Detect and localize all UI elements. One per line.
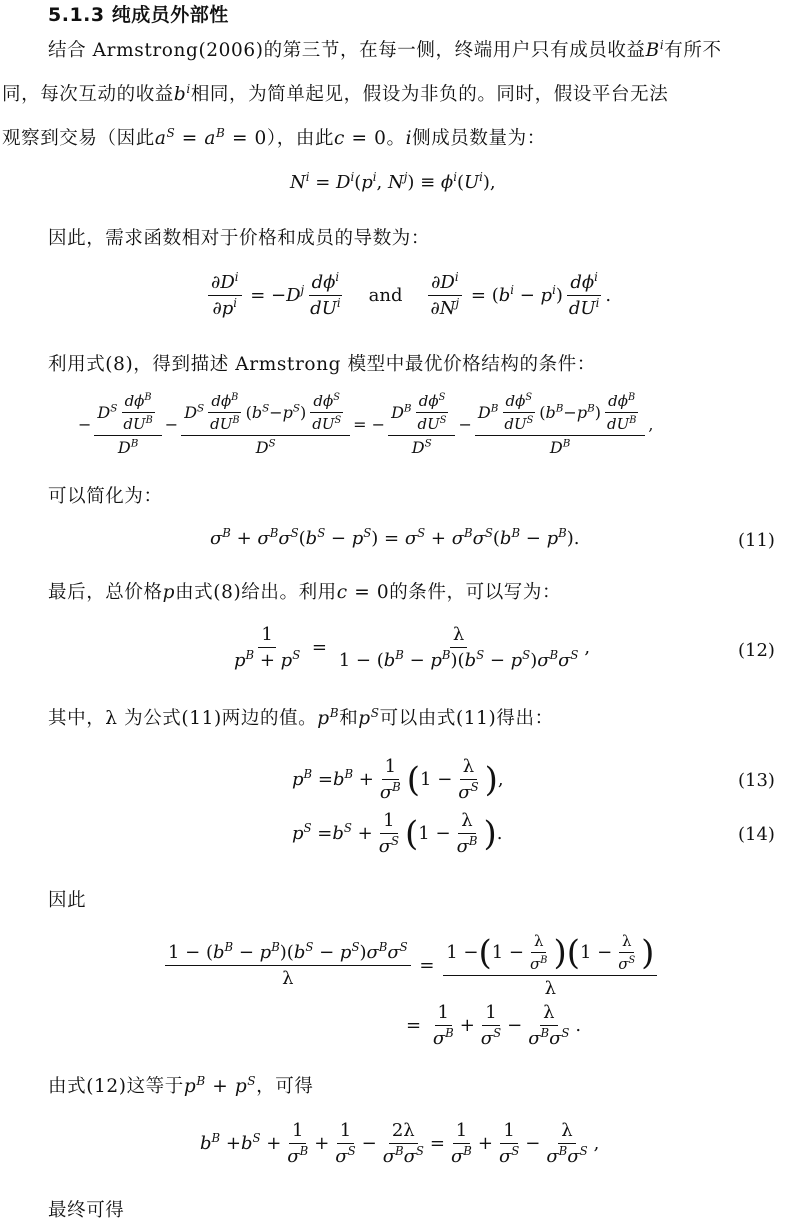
paragraph-2: 因此，需求函数相对于价格和成员的导数为： (48, 228, 431, 249)
equation-final: $b^B$ + $b^S$ + $\frac{1}{\sigma^B}$ + $\frac{1}{\sigma^S}$ − $\frac{2\lambda}{\sigma^B\sigma^S}$ = $\frac{1}{\sigma^B}$ + $\frac{1}{\sigma^S}$ − $\frac{\lambda}{\sigma^B\sigma^S}$ , (200, 1120, 600, 1167)
section-heading (48, 0, 229, 27)
paragraph-3: 利用式(8)，得到描述 Armstrong 模型中最优价格结构的条件： (48, 354, 596, 375)
equation-number-12: (12) (738, 640, 775, 661)
equation-derivatives: $\frac{\partial D^i}{\partial p^i}$ = $-D^j$ $\frac{d\phi^i}{dU^i}$ and $\frac{\partial D^i}{\partial N^j}$ = $(b^i - p^i)$ $\frac{d\phi^i}{dU^i}$ . (205, 272, 611, 319)
equation-membership: $N^i = D^i(p^i$, $N^j) \equiv \phi^i(U^i)$, (290, 170, 496, 193)
paragraph-9: 最终可得 (48, 1200, 125, 1221)
paragraph-8: 由式(12)这等于$p^B + p^S$，可得 (48, 1073, 314, 1097)
section-number: 5.1.3 (48, 4, 105, 26)
equation-optimality-condition: − $D^S$ $\frac{d\phi^B}{dU^B}$ $D^B$ − $D^S$ $\frac{d\phi^B}{dU^B}$ ( $b^S$ − $p^S$ ) $\frac{d\phi^S}{dU^S}$ $D^S$ = − $D^B$ $\frac{d\phi^S}{dU^S}$ $D^S$ − $D^B$ $\frac{d\phi^S}{dU^S}$ ( $b^B$ − $p^B$ ) $\frac{d\phi^B}{dU^B}$ $D^B$ , (78, 392, 654, 457)
paragraph-1-line-1: 结合 Armstrong(2006)的第三节，在每一侧，终端用户只有成员收益$B^i$有所不 (48, 37, 722, 61)
equation-number-11: (11) (738, 530, 775, 551)
equation-14: $p^S$ = $b^S$ + $\frac{1}{\sigma^S}$ ( 1 − $\frac{\lambda}{\sigma^B}$ ) . (292, 810, 503, 857)
paragraph-1-line-2: 同，每次互动的收益$b^i$相同，为简单起见，假设为非负的。同时，假设平台无法 (2, 81, 669, 105)
paragraph-7: 因此 (48, 890, 87, 911)
equation-derivation-line-2: = $\frac{1}{\sigma^B}$ + $\frac{1}{\sigma^S}$ − $\frac{\lambda}{\sigma^B\sigma^S}$ . (406, 1002, 582, 1049)
and-word: and (368, 285, 403, 306)
equation-13: $p^B$ = $b^B$ + $\frac{1}{\sigma^B}$ ( 1 − $\frac{\lambda}{\sigma^S}$ ) , (292, 756, 504, 803)
section-title: 纯成员外部性 (111, 4, 229, 26)
equation-number-14: (14) (738, 824, 775, 845)
equation-12: $\frac{1}{p^B + p^S}$ = $\frac{\lambda}{1 - (b^B - p^B)(b^S - p^S)\sigma^B\sigma^S}$ , (234, 624, 591, 671)
equation-derivation-line-1: $\frac{1 - (b^B - p^B)(b^S - p^S)\sigma^B\sigma^S}{\lambda}$ = 1 − ( 1 − $\frac{\lambda}{\sigma^B}$ ) ( 1 − $\frac{\lambda}{\sigma^S}$ ) λ (162, 932, 660, 999)
paragraph-4: 可以简化为： (48, 486, 163, 507)
paragraph-1-line-3: 观察到交易（因此$a^S = a^B = 0$），由此c = 0。i侧成员数量为： (2, 125, 546, 149)
paragraph-6: 其中，λ 为公式(11)两边的值。$p^B$和$p^S$可以由式(11)得出： (48, 705, 554, 729)
paragraph-5: 最后，总价格p由式(8)给出。利用c = 0的条件，可以写为： (48, 582, 562, 603)
equation-number-13: (13) (738, 770, 775, 791)
equation-11: $\sigma^B + \sigma^B\sigma^S(b^S - p^S) = \sigma^S + \sigma^B\sigma^S(b^B - p^B)$. (210, 526, 580, 549)
